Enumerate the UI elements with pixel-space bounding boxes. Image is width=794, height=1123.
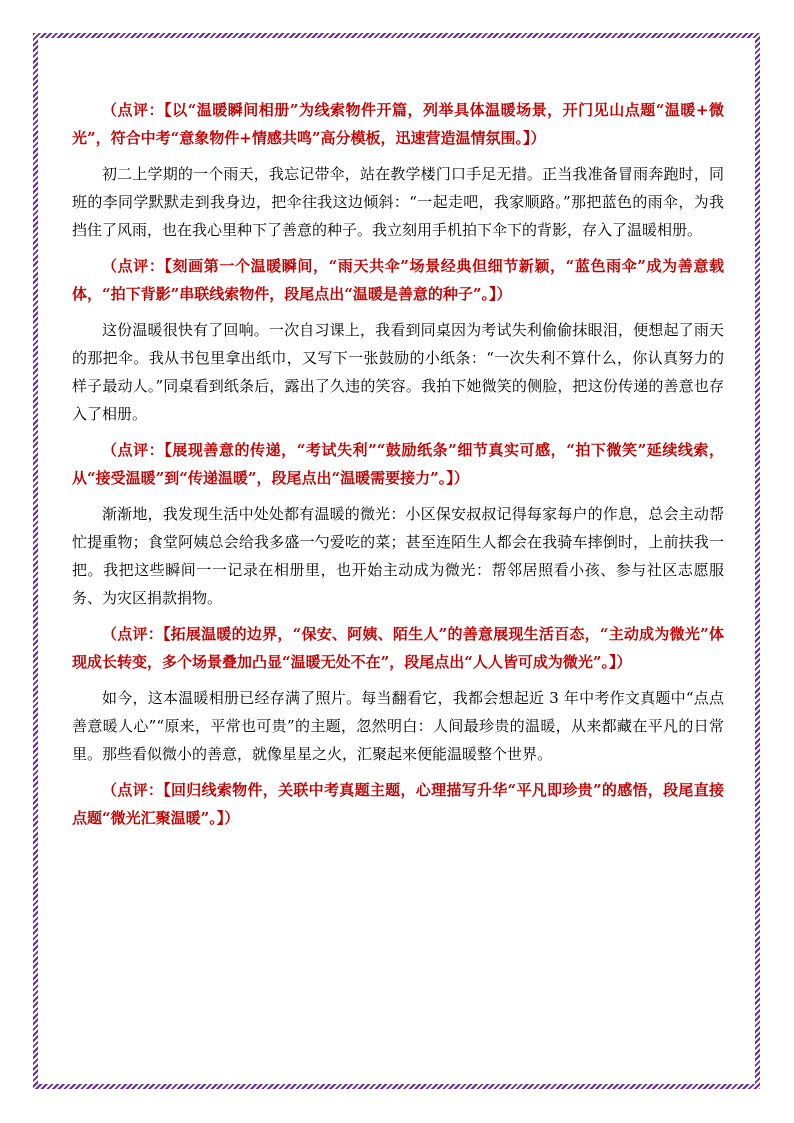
comment-paragraph: （点评：【以“温暖瞬间相册”为线索物件开篇，列举具体温暖场景，开门见山点题“温暖+微光”，符合中考“意象物件+情感共鸣”高分模板，迅速营造温情氛围。】）	[72, 101, 724, 147]
comment-paragraph: （点评：【展现善意的传递，“考试失利”“鼓励纸条”细节真实可感，“拍下微笑”延续线索，从“接受温暖”到“传递温暖”，段尾点出“温暖需要接力”。】）	[72, 441, 724, 487]
comment-paragraph: （点评：【回归线索物件，关联中考真题主题，心理描写升华“平凡即珍贵”的感悟，段尾直接点题“微光汇聚温暖”。】）	[72, 781, 724, 827]
comment-paragraph: （点评：【拓展温暖的边界，“保安、阿姨、陌生人”的善意展现生活百态，“主动成为微光”体现成长转变，多个场景叠加凸显“温暖无处不在”，段尾点出“人人皆可成为微光”。】）	[72, 625, 724, 671]
essay-paragraph: 渐渐地，我发现生活中处处都有温暖的微光：小区保安叔叔记得每家每户的作息，总会主动帮忙提重物；食堂阿姨总会给我多盛一勺爱吃的菜；甚至连陌生人都会在我骑车摔倒时，上前扶我一把。我把这些瞬间一一记录在相册里，也开始主动成为微光：帮邻居照看小孩、参与社区志愿服务、为灾区捐款捐物。	[72, 505, 724, 607]
essay-paragraph: 如今，这本温暖相册已经存满了照片。每当翻看它，我都会想起近 3 年中考作文真题中“点点善意暖人心”“原来，平常也可贵”的主题，忽然明白：人间最珍贵的温暖，从来都藏在平凡的日常里。那些看似微小的善意，就像星星之火，汇聚起来便能温暖整个世界。	[72, 689, 724, 763]
essay-body	[72, 96, 724, 832]
comment-paragraph: （点评：【刻画第一个温暖瞬间，“雨天共伞”场景经典但细节新颖，“蓝色雨伞”成为善意载体，“拍下背影”串联线索物件，段尾点出“温暖是善意的种子”。】）	[72, 257, 724, 303]
essay-paragraph: 初二上学期的一个雨天，我忘记带伞，站在教学楼门口手足无措。正当我准备冒雨奔跑时，同班的李同学默默走到我身边，把伞往我这边倾斜：“一起走吧，我家顺路。”那把蓝色的雨伞，为我挡住了风雨，也在我心里种下了善意的种子。我立刻用手机拍下伞下的背影，存入了温暖相册。	[72, 165, 724, 239]
essay-paragraph: 这份温暖很快有了回响。一次自习课上，我看到同桌因为考试失利偷偷抹眼泪，便想起了雨天的那把伞。我从书包里拿出纸巾，又写下一张鼓励的小纸条：“一次失利不算什么，你认真努力的样子最动人。”同桌看到纸条后，露出了久违的笑容。我拍下她微笑的侧脸，把这份传递的善意也存入了相册。	[72, 321, 724, 423]
